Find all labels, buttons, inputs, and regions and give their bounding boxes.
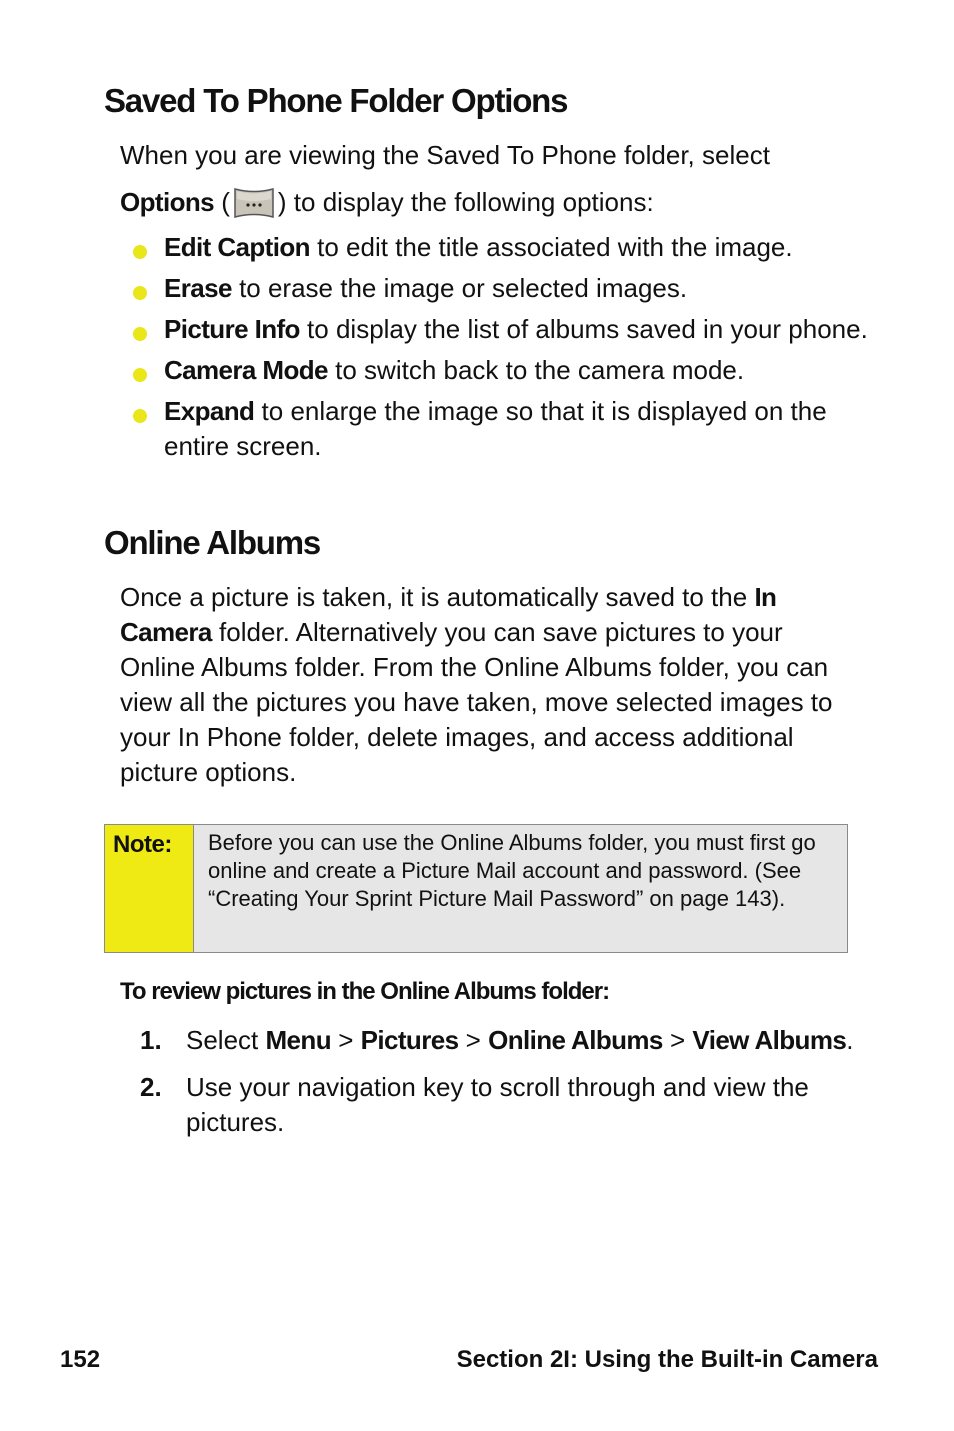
note-box	[104, 824, 848, 953]
option-term: Edit Caption	[164, 232, 310, 262]
steps-list	[140, 1023, 880, 1152]
option-term: Picture Info	[164, 314, 300, 344]
online-albums-term: Online Albums	[488, 1025, 663, 1055]
intro-rest: ) to display the following options:	[277, 187, 654, 217]
bullet-icon	[133, 368, 147, 382]
view-albums-term: View Albums	[692, 1025, 847, 1055]
list-item	[120, 230, 880, 265]
section-footer: Section 2I: Using the Built-in Camera	[456, 1346, 878, 1373]
options-list	[120, 230, 880, 470]
option-term: Camera Mode	[164, 355, 328, 385]
section-title-saved-to-phone: Saved To Phone Folder Options	[104, 82, 568, 119]
online-albums-paragraph	[120, 580, 865, 790]
separator: >	[662, 1025, 693, 1055]
list-item	[120, 312, 880, 347]
step1-prefix: Select	[186, 1025, 266, 1055]
in-camera-term: In Camera	[120, 582, 777, 647]
page-number: 152	[60, 1346, 101, 1373]
step-item	[140, 1070, 880, 1140]
menu-term: Menu	[265, 1025, 331, 1055]
step-item	[140, 1023, 880, 1058]
option-desc: to erase the image or selected images.	[231, 273, 688, 303]
pictures-term: Pictures	[360, 1025, 459, 1055]
procedure-heading: To review pictures in the Online Albums folder:	[120, 978, 610, 1005]
option-desc: to enlarge the image so that it is displayed on the entire screen.	[164, 396, 827, 461]
list-item	[120, 353, 880, 388]
softkey-menu-icon	[232, 186, 276, 220]
para-part1: Once a picture is taken, it is automatically saved to the	[120, 582, 755, 612]
bullet-icon	[133, 327, 147, 341]
note-label: Note:	[105, 825, 194, 952]
para-part2: folder. Alternatively you can save pictures to your Online Albums folder. From the Online Albums folder, you can view all the pictures you have taken, move selected images to your In Phone folder, delete images, and access additional picture options.	[120, 617, 833, 787]
intro-paragraph	[120, 138, 870, 220]
bullet-icon	[133, 245, 147, 259]
step2-text: Use your navigation key to scroll through and view the pictures.	[186, 1072, 809, 1137]
step-number: 1.	[140, 1025, 162, 1055]
option-desc: to edit the title associated with the image.	[309, 232, 793, 262]
step-number: 2.	[140, 1072, 162, 1102]
intro-open-paren: (	[214, 187, 230, 217]
note-text: Before you can use the Online Albums folder, you must first go online and create a Picture Mail account and password. (See “Creating Your Sprint Picture Mail Password” on page 143).	[194, 825, 847, 952]
list-item	[120, 394, 880, 464]
intro-line1: When you are viewing the Saved To Phone folder, select	[120, 140, 770, 170]
section-title-online-albums: Online Albums	[104, 524, 321, 561]
option-desc: to switch back to the camera mode.	[327, 355, 745, 385]
bullet-icon	[133, 286, 147, 300]
options-term: Options	[120, 187, 215, 217]
separator: >	[458, 1025, 489, 1055]
option-term: Erase	[164, 273, 232, 303]
list-item	[120, 271, 880, 306]
option-desc: to display the list of albums saved in your phone.	[299, 314, 868, 344]
step1-end: .	[846, 1025, 854, 1055]
separator: >	[330, 1025, 361, 1055]
bullet-icon	[133, 409, 147, 423]
option-term: Expand	[164, 396, 255, 426]
